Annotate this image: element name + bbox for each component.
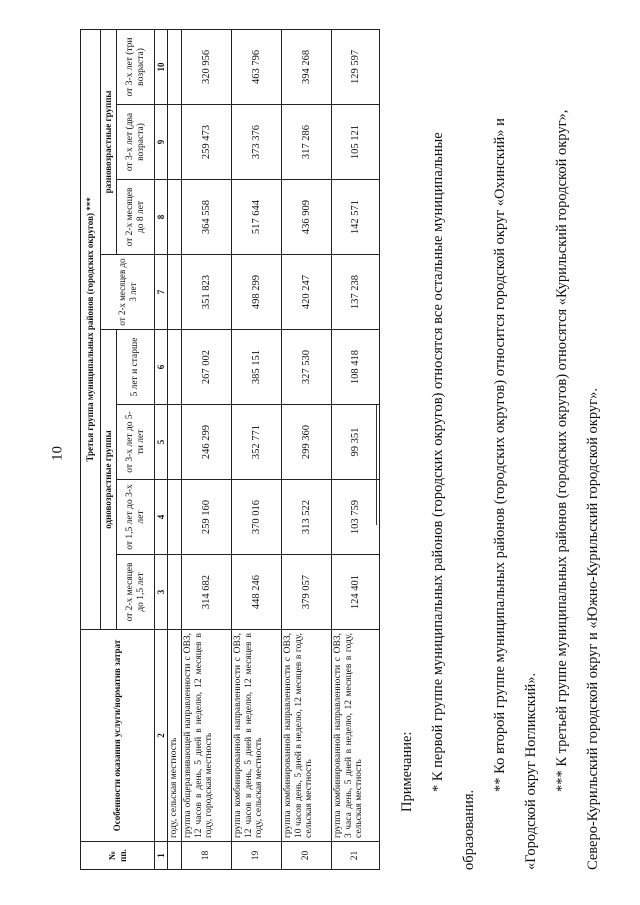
value-cell: 420 247	[282, 255, 332, 330]
continuation-row	[168, 29, 182, 869]
col-number: 5	[155, 405, 168, 480]
empty-cell	[168, 29, 182, 104]
header-group-title: Третья группа муниципальных районов (городских округов) ***	[81, 29, 101, 629]
value-cell: 142 571	[332, 180, 380, 255]
cost-norms-table	[80, 29, 380, 870]
continuation-text: году, сельская местность	[168, 630, 182, 842]
value-cell: 385 151	[232, 330, 282, 405]
value-cell: 327 530	[282, 330, 332, 405]
value-cell: 317 286	[282, 105, 332, 180]
value-cell: 259 473	[182, 105, 232, 180]
empty-cell	[168, 255, 182, 330]
empty-cell	[168, 105, 182, 180]
empty-cell	[168, 480, 182, 555]
header-col6: 5 лет и старше	[117, 330, 155, 405]
value-cell: 436 909	[282, 180, 332, 255]
header-col9: от 3-х лет (два возраста)	[117, 105, 155, 180]
note-1-line-2: образования.	[461, 789, 477, 870]
value-cell: 129 597	[332, 29, 380, 104]
value-cell: 370 016	[232, 480, 282, 555]
separator-rule	[376, 405, 377, 525]
continuation-num-cell	[168, 842, 182, 870]
col-number: 4	[155, 480, 168, 555]
table-row	[232, 29, 282, 869]
col-number: 1	[155, 842, 168, 870]
col-number: 7	[155, 255, 168, 330]
value-cell: 498 299	[232, 255, 282, 330]
header-same-age: одновозрастные группы	[101, 330, 117, 630]
value-cell: 314 682	[182, 555, 232, 630]
value-cell: 352 771	[232, 405, 282, 480]
note-2-line-2: «Городской округ Ногликский».	[523, 672, 539, 870]
row-description: группа комбинированной направленности с ОВЗ, 10 часов день, 5 дней в неделю, 12 месяцев в году, сельская местность	[282, 630, 332, 842]
empty-cell	[168, 405, 182, 480]
header-col4: от 1,5 лет до 3-х лет	[117, 480, 155, 555]
note-3-line-2: Северо-Курильский городской округ и «Южно-Курильский городской округ».	[585, 388, 601, 870]
value-cell: 313 522	[282, 480, 332, 555]
value-cell: 299 360	[282, 405, 332, 480]
header-col10: от 3-х лет (три возраста)	[117, 29, 155, 104]
value-cell: 103 759	[332, 480, 380, 555]
col-number: 10	[155, 29, 168, 104]
row-description: группа комбинированной направленности с ОВЗ, 12 часов в день, 5 дней в неделю, 12 месяцев в году, сельская местность	[232, 630, 282, 842]
row-number: 19	[232, 842, 282, 870]
value-cell: 137 238	[332, 255, 380, 330]
table-row	[282, 29, 332, 869]
row-number: 18	[182, 842, 232, 870]
value-cell: 108 418	[332, 330, 380, 405]
value-cell: 267 002	[182, 330, 232, 405]
col-number: 9	[155, 105, 168, 180]
col-number: 2	[155, 630, 168, 842]
header-features: Особенности оказания услуги/норматив затрат	[81, 630, 155, 842]
table-row	[182, 29, 232, 869]
col-number: 6	[155, 330, 168, 405]
header-num: № пп.	[81, 842, 155, 870]
value-cell: 320 956	[182, 29, 232, 104]
value-cell: 394 268	[282, 29, 332, 104]
header-col7: от 2-х месяцев до 3 лет	[101, 255, 155, 330]
value-cell: 351 823	[182, 255, 232, 330]
col-number: 3	[155, 555, 168, 630]
header-mixed-age: разновозрастные группы	[101, 29, 117, 254]
table-row	[332, 29, 380, 869]
value-cell: 379 057	[282, 555, 332, 630]
cost-norms-table-wrap	[80, 30, 378, 870]
row-number: 20	[282, 842, 332, 870]
rotated-page-content	[80, 30, 601, 870]
note-1-line-1: * К первой группе муниципальных районов (городских округов) относятся все остальные муниципальные	[430, 132, 446, 792]
empty-cell	[168, 555, 182, 630]
value-cell: 463 796	[232, 29, 282, 104]
value-cell: 373 376	[232, 105, 282, 180]
row-description: группа общеразвивающей направленности с ОВЗ, 12 часов в день, 5 дней в неделю, 12 месяцев в году, городская местность	[182, 630, 232, 842]
empty-cell	[168, 330, 182, 405]
value-cell: 517 644	[232, 180, 282, 255]
notes-section	[392, 30, 609, 870]
header-col3: от 2-х месяцев до 1,5 лет	[117, 555, 155, 630]
value-cell: 124 401	[332, 555, 380, 630]
value-cell: 364 558	[182, 180, 232, 255]
value-cell: 246 299	[182, 405, 232, 480]
empty-cell	[168, 180, 182, 255]
col-number: 8	[155, 180, 168, 255]
row-description: группа комбинированной направленности с ОВЗ, 3 часа день, 5 дней в неделю, 12 месяцев в году, сельская местность	[332, 630, 380, 842]
page-number: 10	[49, 446, 66, 461]
notes-title: Примечание:	[399, 731, 415, 812]
note-2-line-1: ** Ко второй группе муниципальных районов (городских округов) относится городской округ «Охинский» и	[492, 118, 508, 792]
value-cell: 448 246	[232, 555, 282, 630]
value-cell: 99 351	[332, 405, 380, 480]
header-row-1	[81, 29, 101, 869]
column-number-row	[155, 29, 168, 869]
row-number: 21	[332, 842, 380, 870]
value-cell: 259 160	[182, 480, 232, 555]
header-col5: от 3-х лет до 5-ти лет	[117, 405, 155, 480]
value-cell: 105 121	[332, 105, 380, 180]
header-col8: от 2-х месяцев до 8 лет	[117, 180, 155, 255]
note-3-line-1: *** К третьей группе муниципальных районов (городских округов) относятся «Курильский городской округ»,	[554, 109, 570, 792]
